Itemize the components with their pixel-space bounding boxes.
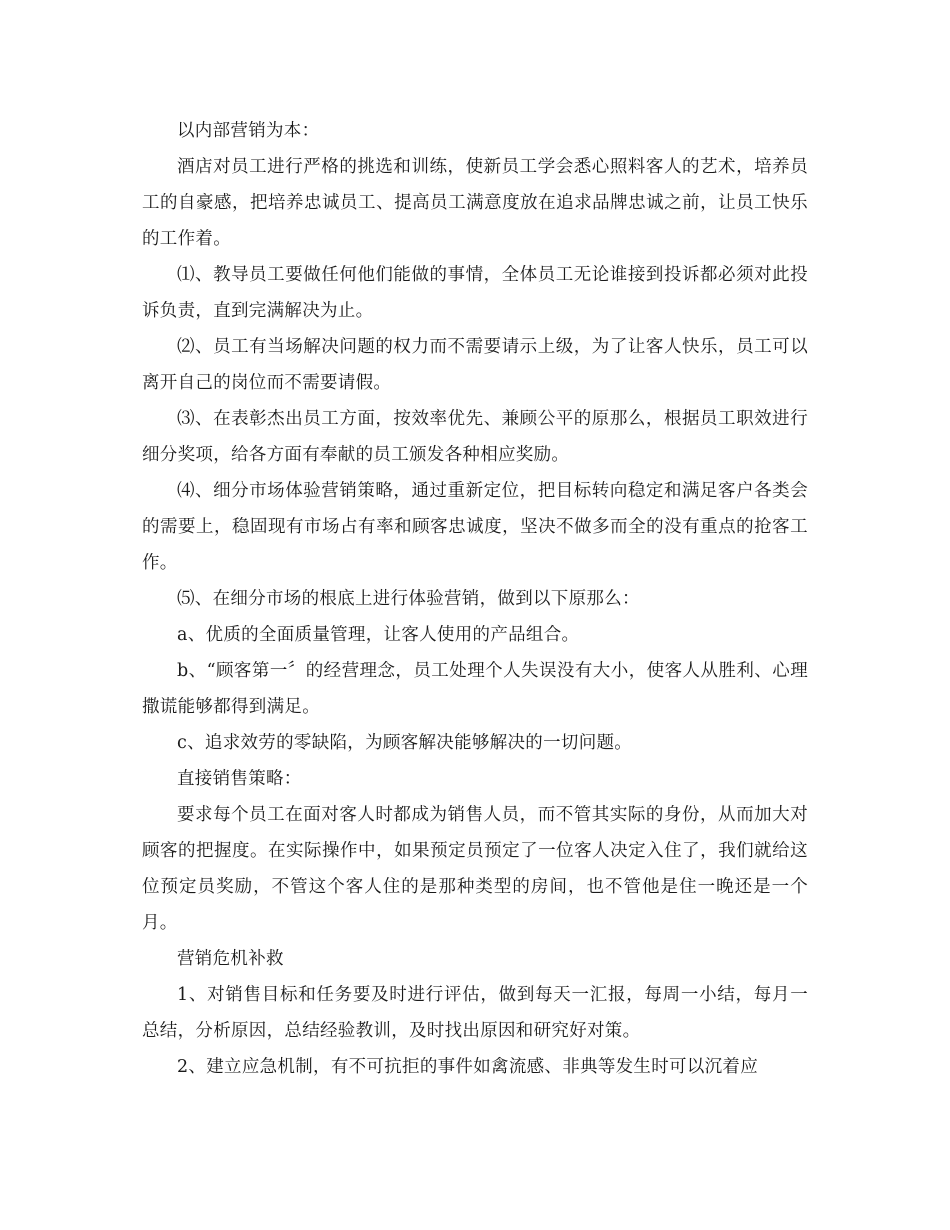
list-item: ⑶、在表彰杰出员工方面，按效率优先、兼顾公平的原那么，根据员工职效进行细分奖项，给各方面有奉献的员工颁发各种相应奖励。 bbox=[142, 409, 808, 465]
sub-list-item: b、“顾客第一〞的经营理念，员工处理个人失误没有大小，使客人从胜利、心理撒谎能够都得到满足。 bbox=[142, 661, 808, 717]
paragraph: 酒店对员工进行严格的挑选和训练，使新员工学会悉心照料客人的艺术，培养员工的自豪感，把培养忠诚员工、提高员工满意度放在追求品牌忠诚之前，让员工快乐的工作着。 bbox=[142, 157, 808, 249]
list-item: ⑵、员工有当场解决问题的权力而不需要请示上级，为了让客人快乐，员工可以离开自己的岗位而不需要请假。 bbox=[142, 337, 808, 393]
section-heading-direct-sales: 直接销售策略： bbox=[177, 769, 302, 789]
paragraph: 要求每个员工在面对客人时都成为销售人员，而不管其实际的身份，从而加大对顾客的把握度。在实际操作中，如果预定员预定了一位客人决定入住了，我们就给这位预定员奖励，不管这个客人住的是那种类型的房间，也不管他是住一晚还是一个月。 bbox=[142, 805, 808, 933]
list-item: 1、对销售目标和任务要及时进行评估，做到每天一汇报，每周一小结，每月一总结，分析原因，总结经验教训，及时找出原因和研究好对策。 bbox=[142, 985, 808, 1041]
sub-list-item: c、追求效劳的零缺陷，为顾客解决能够解决的一切问题。 bbox=[177, 733, 633, 753]
list-item: ⑷、细分市场体验营销策略，通过重新定位，把目标转向稳定和满足客户各类会的需要上，稳固现有市场占有率和顾客忠诚度，坚决不做多而全的没有重点的抢客工作。 bbox=[142, 481, 808, 573]
list-item: 2、建立应急机制，有不可抗拒的事件如禽流感、非典等发生时可以沉着应 bbox=[177, 1057, 759, 1077]
list-item: ⑸、在细分市场的根底上进行体验营销，做到以下原那么： bbox=[177, 589, 640, 609]
section-heading-crisis-recovery: 营销危机补救 bbox=[177, 949, 284, 969]
section-heading-internal-marketing: 以内部营销为本： bbox=[177, 121, 320, 141]
list-item: ⑴、教导员工要做任何他们能做的事情，全体员工无论谁接到投诉都必须对此投诉负责，直到完满解决为止。 bbox=[142, 265, 808, 321]
document-body bbox=[142, 113, 808, 1085]
sub-list-item: a、优质的全面质量管理，让客人使用的产品组合。 bbox=[177, 625, 580, 645]
